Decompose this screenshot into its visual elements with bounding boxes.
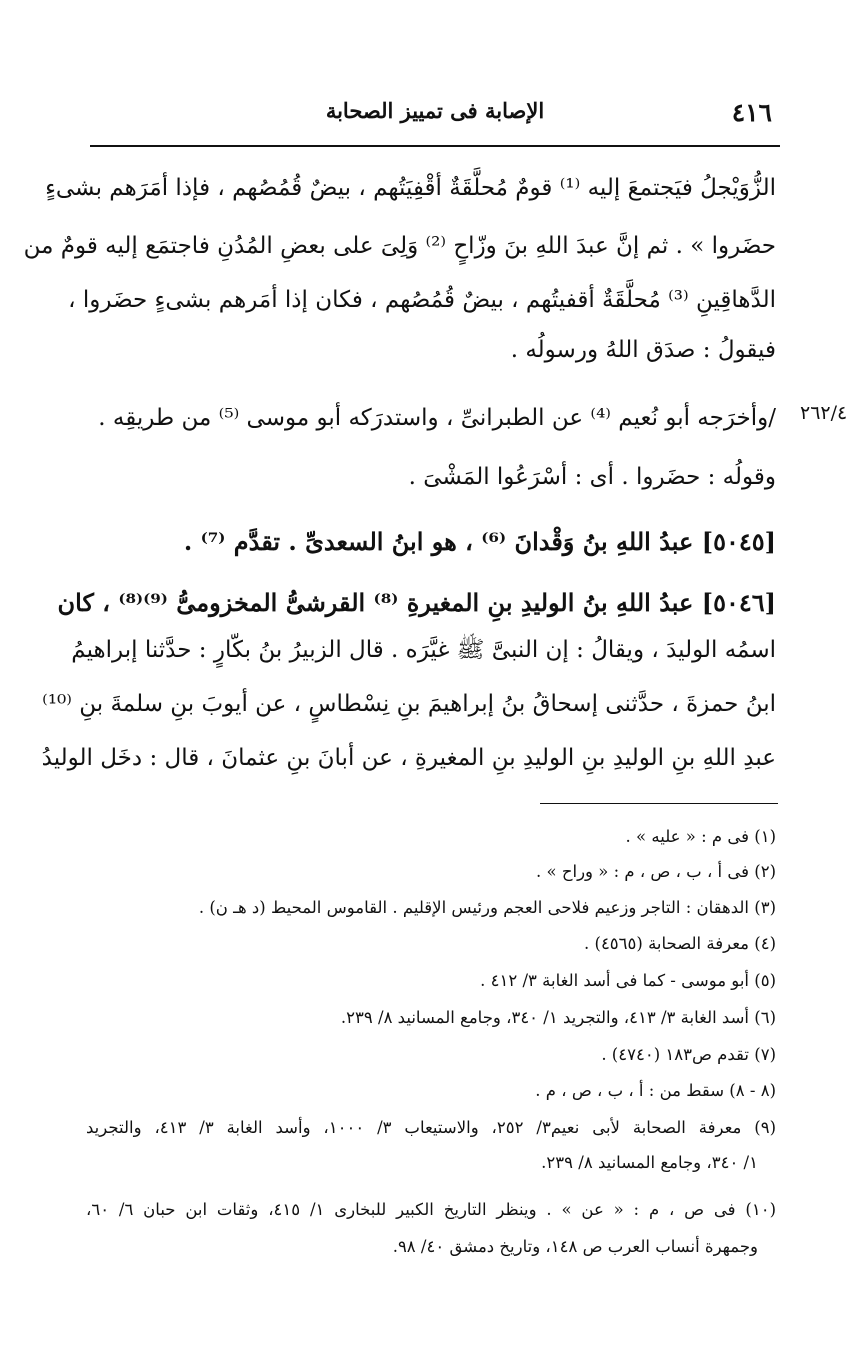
footnote-continuation: ١/ ٣٤٠، وجامع المسانيد ٨/ ٢٣٩.: [541, 1153, 758, 1172]
header-rule: [90, 145, 780, 147]
body-line: الزُّوَيْجلُ فيَجتمعَ إليه ⁽¹⁾ قومٌ مُحلَّقَةٌ أقْفِيَتُهم ، بيضٌ قُمُصُهم ، فإذا أمَرَهم بشىءٍ: [45, 175, 776, 201]
footnote: (١) فى م : « عليه » .: [625, 827, 776, 846]
body-line: /وأخرَجه أبو نُعيم ⁽⁴⁾ عن الطبرانىِّ ، واستدرَكه أبو موسى ⁽⁵⁾ من طريقِه .: [98, 405, 776, 431]
margin-reference: ٢٦٢/٤: [800, 402, 848, 424]
footnote: (٩) معرفة الصحابة لأبى نعيم٣/ ٢٥٢، والاستيعاب ٣/ ١٠٠٠، وأسد الغابة ٣/ ٤١٣، والتجريد: [86, 1118, 777, 1137]
footnote: (٢) فى أ ، ب ، ص ، م : « وراح » .: [536, 862, 776, 881]
running-title: الإصابة فى تمييز الصحابة: [325, 98, 545, 123]
page-header: [90, 96, 780, 136]
entry-heading: [٥٠٤٦] عبدُ اللهِ بنُ الوليدِ بنِ المغيرةِ ⁽⁸⁾ القرشىُّ المخزومىُّ ⁽⁹⁾⁽⁸⁾ ، كان: [57, 588, 776, 617]
body-line: اسمُه الوليدَ ، ويقالُ : إن النبىَّ ﷺ غيَّرَه . قال الزبيرُ بنُ بكّارٍ : حدَّثنا إبراهيمُ: [71, 637, 776, 663]
footnote: (١٠) فى ص ، م : « عن » . وينظر التاريخ الكبير للبخارى ١/ ٤١٥، وثقات ابن حبان ٦/ ٦٠،: [86, 1200, 777, 1219]
body-line: ابنُ حمزةَ ، حدَّثنى إسحاقُ بنُ إبراهيمَ بنِ نِسْطاسٍ ، عن أيوبَ بنِ سلمةَ بنِ ⁽¹⁰⁾: [42, 691, 776, 717]
footnote: (٤) معرفة الصحابة (٤٥٦٥) .: [584, 934, 776, 953]
footnote: (٣) الدهقان : التاجر وزعيم فلاحى العجم ورئيس الإقليم . القاموس المحيط (د هـ ن) .: [198, 898, 776, 917]
footnote-continuation: وجمهرة أنساب العرب ص ١٤٨، وتاريخ دمشق ٤٠/ ٩٨.: [392, 1237, 758, 1256]
body-line: الدَّهاقِينِ ⁽³⁾ مُحلَّقَةٌ أقفيتُهم ، بيضٌ قُمُصُهم ، فكان إذا أمَرهم بشىءٍ حضَروا ،: [68, 287, 776, 313]
entry-heading: [٥٠٤٥] عبدُ اللهِ بنُ وَقْدانَ ⁽⁶⁾ ، هو ابنُ السعدىِّ . تقدَّم ⁽⁷⁾ .: [183, 527, 776, 556]
body-line: فيقولُ : صدَق اللهُ ورسولُه .: [510, 337, 776, 363]
footnote-rule: [540, 803, 778, 804]
page-number: ٤١٦: [731, 98, 772, 127]
footnote: (٨ - ٨) سقط من : أ ، ب ، ص ، م .: [535, 1081, 776, 1100]
body-line: عبدِ اللهِ بنِ الوليدِ بنِ الوليدِ بنِ المغيرةِ ، عن أبانَ بنِ عثمانَ ، قال : دخَل الوليدُ: [41, 745, 776, 771]
footnote: (٧) تقدم ص١٨٣ (٤٧٤٠) .: [601, 1045, 776, 1064]
body-line: حضَروا » . ثم إنَّ عبدَ اللهِ بنَ وزّاحٍ ⁽²⁾ وَلِىَ على بعضِ المُدُنِ فاجتمَع إليه قومٌ من: [23, 233, 776, 259]
footnote: (٥) أبو موسى - كما فى أسد الغابة ٣/ ٤١٢ .: [480, 971, 776, 990]
footnote: (٦) أسد الغابة ٣/ ٤١٣، والتجريد ١/ ٣٤٠، وجامع المسانيد ٨/ ٢٣٩.: [340, 1008, 776, 1027]
body-line: وقولُه : حضَروا . أى : أسْرَعُوا المَشْىَ .: [408, 464, 776, 490]
